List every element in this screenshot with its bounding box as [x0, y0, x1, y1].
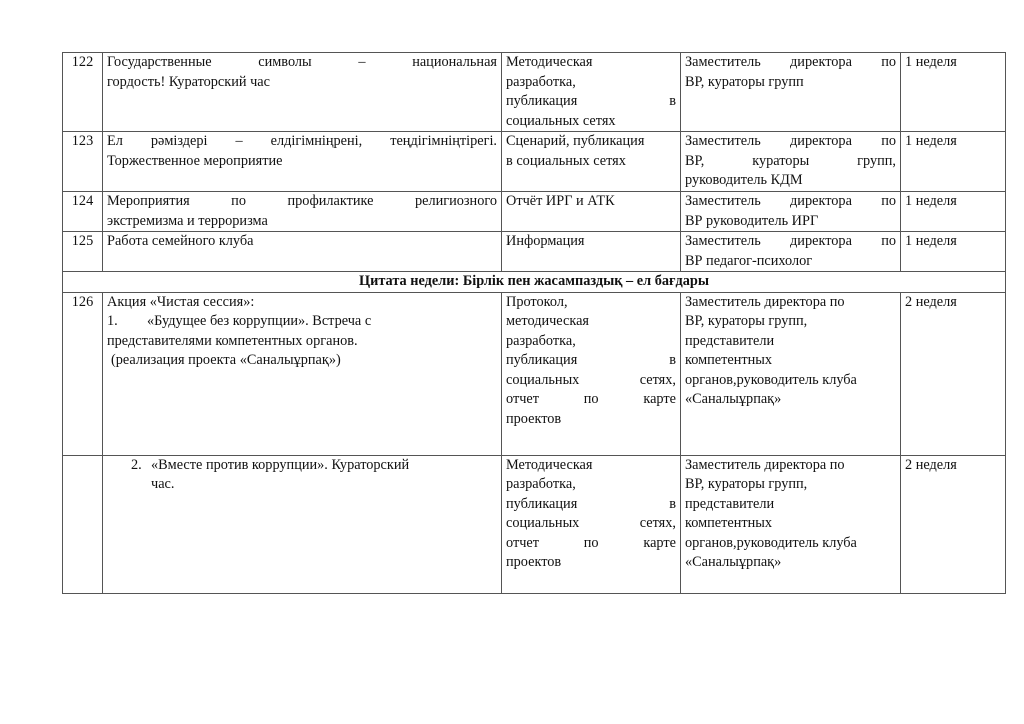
table-row: [63, 455, 1006, 593]
quote-row: [63, 272, 1006, 293]
table-row: [63, 292, 1006, 455]
row-number: 125: [63, 232, 103, 272]
table-row: [63, 232, 1006, 272]
row-number: 126: [63, 292, 103, 455]
event-name: Ел рәміздері – елдігімніңрені, теңдігімніңтірегі. Торжественное мероприятие: [103, 132, 502, 192]
event-name: Акция «Чистая сессия»: 1. «Будущее без коррупции». Встреча с представителями компетентных органов. (реализация проекта «Саналыұрпақ»): [103, 292, 502, 455]
report-form: Сценарий, публикация в социальных сетях: [502, 132, 681, 192]
event-name: Мероприятия по профилактике религиозного экстремизма и терроризма: [103, 192, 502, 232]
responsible: Заместитель директора по ВР педагог-психолог: [681, 232, 901, 272]
term: 1 неделя: [901, 232, 1006, 272]
row-number-empty: [63, 455, 103, 593]
term: 1 неделя: [901, 132, 1006, 192]
table-row: [63, 132, 1006, 192]
event-plan-table: [62, 52, 1006, 594]
row-number: 124: [63, 192, 103, 232]
report-form: Методическая разработка, публикация в социальных сетях, отчет по карте проектов: [502, 455, 681, 593]
event-name: Государственные символы – национальная гордость! Кураторский час: [103, 53, 502, 132]
term: 1 неделя: [901, 53, 1006, 132]
quote-of-week: Цитата недели: Бірлік пен жасампаздық – ел бағдары: [63, 272, 1006, 293]
event-name: 2. «Вместе против коррупции». Кураторский час.: [103, 455, 502, 593]
table-row: [63, 192, 1006, 232]
row-number: 123: [63, 132, 103, 192]
report-form: Методическая разработка, публикация в социальных сетях: [502, 53, 681, 132]
responsible: Заместитель директора по ВР, кураторы групп, представители компетентных органов,руководитель клуба «Саналыұрпақ»: [681, 455, 901, 593]
event-name: Работа семейного клуба: [103, 232, 502, 272]
responsible: Заместитель директора по ВР руководитель ИРГ: [681, 192, 901, 232]
report-form: Отчёт ИРГ и АТК: [502, 192, 681, 232]
list-number: 2.: [131, 456, 142, 473]
row-number: 122: [63, 53, 103, 132]
list-item-text: «Будущее без коррупции». Встреча с: [147, 313, 372, 329]
responsible: Заместитель директора по ВР, кураторы групп, представители компетентных органов,руководитель клуба «Саналыұрпақ»: [681, 292, 901, 455]
responsible: Заместитель директора по ВР, кураторы групп, руководитель КДМ: [681, 132, 901, 192]
list-number: 1.: [107, 313, 118, 329]
report-form: Протокол, методическая разработка, публикация в социальных сетях, отчет по карте проектов: [502, 292, 681, 455]
responsible: Заместитель директора по ВР, кураторы групп: [681, 53, 901, 132]
term: 1 неделя: [901, 192, 1006, 232]
term: 2 неделя: [901, 455, 1006, 593]
report-form: Информация: [502, 232, 681, 272]
term: 2 неделя: [901, 292, 1006, 455]
table-row: [63, 53, 1006, 132]
